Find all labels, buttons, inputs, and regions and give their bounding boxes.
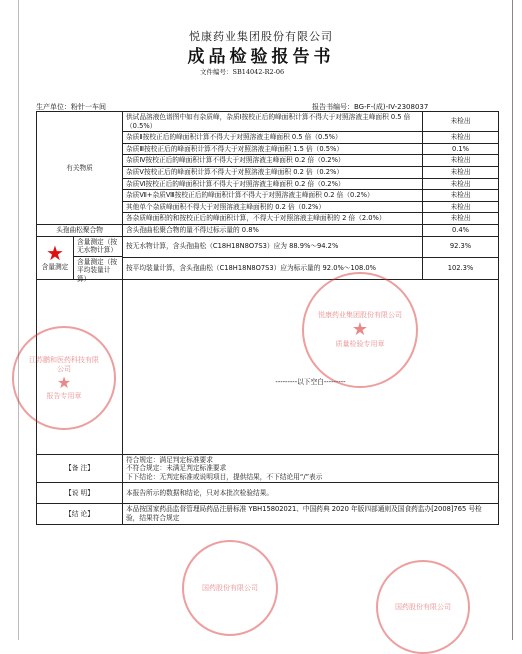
result-value: 未检出 (423, 178, 499, 190)
average-assay-criterion: 按平均装量计算，含头孢曲松（C18H18N8O7S3）应为标示量的 92.0%～108.0% (123, 258, 423, 280)
inspection-table (36, 111, 499, 525)
result-value: 未检出 (423, 132, 499, 144)
report-title: 成品检验报告书 (187, 47, 335, 67)
criterion-text: 杂质Ⅲ按校正后的峰面积计算不得大于对照溶液主峰面积 1.5 倍（0.5%） (123, 143, 423, 155)
note-row (37, 483, 499, 504)
left-stamp-sub: 报告专用章 (46, 391, 82, 400)
remark-label: 【备 注】 (37, 454, 123, 483)
stamp-star-icon: ★ (351, 319, 369, 340)
remark-line: 不符合规定：未满足判定标准要求 (126, 464, 227, 473)
section-label-related-substances: 有关物质 (37, 112, 123, 225)
result-value: 未检出 (423, 112, 499, 132)
water-assay-criterion: 按无水物计算，含头孢曲松（C18H18N8O7S3）应为 88.9%～94.2% (123, 236, 423, 258)
criterion-text: 杂质Ⅶ+杂质Ⅷ按校正后的峰面积计算不得大于对照溶液主峰面积 0.2 倍（0.2%） (123, 190, 423, 202)
remark-row (37, 454, 499, 483)
document-number: 文件编号：SB14042-R2-06 (200, 68, 285, 76)
table-row (37, 224, 499, 236)
stamp-star-icon: ★ (56, 372, 72, 392)
conclusion-row (37, 504, 499, 524)
conclusion-label: 【结 论】 (37, 504, 123, 524)
remark-content (123, 454, 499, 483)
result-value: 未检出 (423, 213, 499, 225)
table-row (37, 236, 499, 258)
remark-line: 符合规定：满足判定标准要求 (126, 455, 213, 464)
center-stamp-text: 悦康药业集团股份有限公司 (318, 311, 402, 319)
criterion-text: 供试品溶液色谱图中如有杂质峰，杂质Ⅰ按校正后的峰面积计算不得大于对照溶液主峰面积 0.5 倍（0.5%） (123, 112, 423, 132)
left-stamp-text: 江苏鹏和医药科技有限公司 (29, 355, 99, 373)
polymer-result: 0.4% (423, 224, 499, 236)
production-unit-value: 粉针一车间 (71, 103, 106, 111)
water-assay-result: 92.3% (423, 236, 499, 258)
criterion-text: 其他单个杂质峰面积不得大于对照溶液主峰面积的 0.2 倍（0.2%） (123, 201, 423, 213)
blank-below-text: ---------以下空白--------- (123, 279, 499, 454)
result-value: 未检出 (423, 201, 499, 213)
report-number-value: BG-F-(成)-IV-2308037 (354, 103, 429, 111)
note-content: 本报告所示的数据和结论，只对本批次检验结果。 (123, 483, 499, 504)
criterion-text: 各杂质峰面积的和按校正后的峰面积计算，不得大于对照溶液主峰面积的 2 倍（2.0%） (123, 213, 423, 225)
criterion-text: 杂质Ⅴ按校正后的峰面积计算不得大于对照溶液主峰面积 0.2 倍（0.2%） (123, 166, 423, 178)
note-label: 【说 明】 (37, 483, 123, 504)
company-name: 悦康药业集团股份有限公司 (189, 30, 333, 43)
report-number-label: 报告书编号： (312, 103, 354, 111)
result-value: 未检出 (423, 190, 499, 202)
criterion-text: 杂质Ⅱ按校正后的峰面积计算不得大于对照溶液主峰面积 0.5 倍（0.5%） (123, 132, 423, 144)
left-edge-line (18, 0, 19, 640)
criterion-text: 杂质Ⅵ按校正后的峰面积计算不得大于对照溶液主峰面积 0.2 倍（0.2%） (123, 178, 423, 190)
production-unit-label: 生产单位： (36, 103, 71, 111)
table-row (37, 112, 499, 132)
center-stamp (302, 272, 418, 388)
star-icon: ★ (46, 241, 64, 266)
content-side-label: 含量测定 (41, 263, 69, 272)
polymer-criterion: 含头孢曲松聚合物的量不得过标示量的 0.8% (123, 224, 423, 236)
result-value: 未检出 (423, 166, 499, 178)
average-assay-result: 102.3% (423, 258, 499, 280)
center-stamp-sub: 质量检验专用章 (335, 340, 385, 348)
result-value: 未检出 (423, 155, 499, 167)
polymer-label: 头孢曲松聚合物 (37, 224, 123, 236)
bottom-left-stamp-text: 国药股份有限公司 (202, 584, 258, 592)
average-assay-label: 含量测定（按平均装量计算） (77, 257, 118, 283)
bottom-right-stamp-text: 国药股份有限公司 (395, 603, 451, 611)
conclusion-content: 本品按国家药品监督管理局药品注册标准 YBH15802021、中国药典 2020 年版四部通则及国食药监办[2008]765 号检验，结果符合规定 (123, 504, 499, 524)
left-stamp (12, 326, 116, 430)
remark-line: 下下结论：无判定标准或说明项目，提供结果，不下结论用“/”表示 (126, 472, 323, 481)
criterion-text: 杂质Ⅳ按校正后的峰面积计算不得大于对照溶液主峰面积 0.2 倍（0.2%） (123, 155, 423, 167)
content-side-cell (37, 237, 74, 279)
result-value: 0.1% (423, 143, 499, 155)
right-edge-line (512, 0, 513, 640)
content-assay-group (37, 236, 123, 283)
bottom-left-stamp (182, 540, 278, 636)
water-assay-label: 含量测定（按无水物计算） (74, 237, 122, 257)
